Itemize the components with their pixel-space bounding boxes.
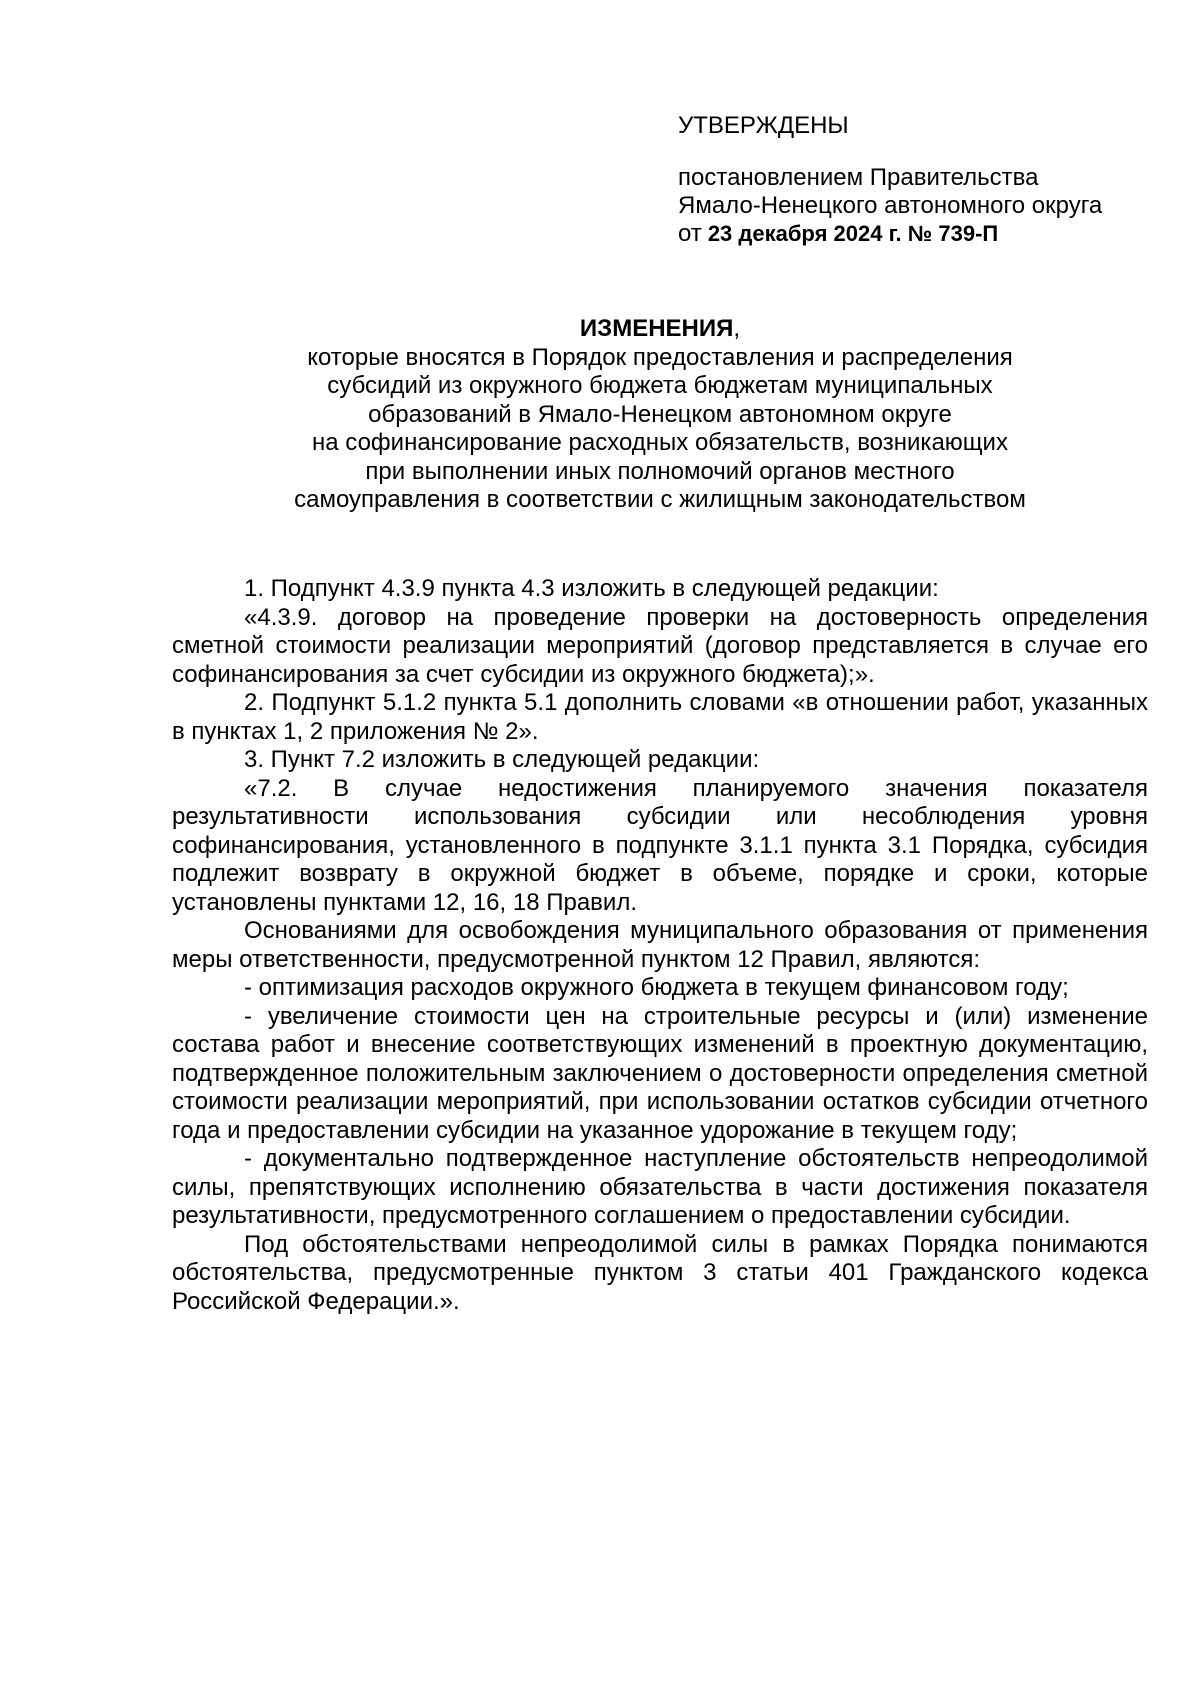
approved-label: УТВЕРЖДЕНЫ	[678, 112, 849, 139]
title-line: которые вносятся в Порядок предоставления и распределения	[307, 343, 1013, 371]
approval-date-line	[678, 220, 1158, 248]
body-paragraph: «4.3.9. договор на проведение проверки на достоверность определения сметной стоимости реализации мероприятий (договор представляется в случае его софинансирования за счет субсидии из окружного бюджета);».	[172, 603, 1148, 688]
body-paragraph: 1. Подпункт 4.3.9 пункта 4.3 изложить в следующей редакции:	[244, 575, 939, 602]
approval-block	[678, 112, 1158, 248]
body-paragraph: Под обстоятельствами непреодолимой силы в рамках Порядка понимаются обстоятельства, предусмотренные пунктом 3 статьи 401 Гражданского кодекса Российской Федерации.».	[172, 1230, 1148, 1315]
body-paragraph: Основаниями для освобождения муниципального образования от применения меры ответственности, предусмотренной пунктом 12 Правил, являются:	[172, 917, 1148, 973]
body-paragraph: - увеличение стоимости цен на строительные ресурсы и (или) изменение состава работ и внесение соответствующих изменений в проектную документацию, подтвержденное положительным заключением о достоверности определения сметной стоимости реализации мероприятий, при использовании остатков субсидии отчетного года и предоставлении субсидии на указанное удорожание в текущем году;	[172, 1002, 1148, 1144]
title-line: образований в Ямало-Ненецком автономном округе	[368, 400, 952, 428]
document-body	[172, 575, 1148, 1316]
body-paragraph: «7.2. В случае недостижения планируемого значения показателя результативности использования субсидии или несоблюдения уровня софинансирования, установленного в подпункте 3.1.1 пункта 3.1 Порядка, субсидия подлежит возврату в окружной бюджет в объеме, порядке и сроки, которые установлены пунктами 12, 16, 18 Правил.	[172, 774, 1148, 916]
title-heading	[172, 315, 1148, 344]
title-line: субсидий из окружного бюджета бюджетам муниципальных	[327, 372, 993, 399]
approval-decree-line: постановлением Правительства	[678, 164, 1039, 191]
title-line: при выполнении иных полномочий органов местного	[365, 457, 955, 485]
document-title	[172, 315, 1148, 515]
approval-date-prefix: от	[678, 220, 702, 247]
body-paragraph: - документально подтвержденное наступление обстоятельств непреодолимой силы, препятствующих исполнению обязательства в части достижения показателя результативности, предусмотренного соглашением о предоставлении субсидии.	[172, 1145, 1148, 1229]
title-line: на софинансирование расходных обязательств, возникающих	[312, 429, 1008, 456]
body-paragraph: - оптимизация расходов окружного бюджета в текущем финансовом году;	[244, 974, 1069, 1001]
approval-government-line: Ямало-Ненецкого автономного округа	[678, 192, 1103, 219]
body-paragraph: 2. Подпункт 5.1.2 пункта 5.1 дополнить словами «в отношении работ, указанных в пунктах 1, 2 приложения № 2».	[172, 689, 1148, 745]
title-heading-text: ИЗМЕНЕНИЯ	[579, 315, 734, 342]
body-paragraph: 3. Пункт 7.2 изложить в следующей редакции:	[244, 746, 760, 773]
approval-date-value: 23 декабря 2024 г. № 739-П	[707, 221, 999, 246]
title-heading-suffix: ,	[733, 315, 741, 342]
title-line: самоуправления в соответствии с жилищным законодательством	[294, 486, 1026, 513]
